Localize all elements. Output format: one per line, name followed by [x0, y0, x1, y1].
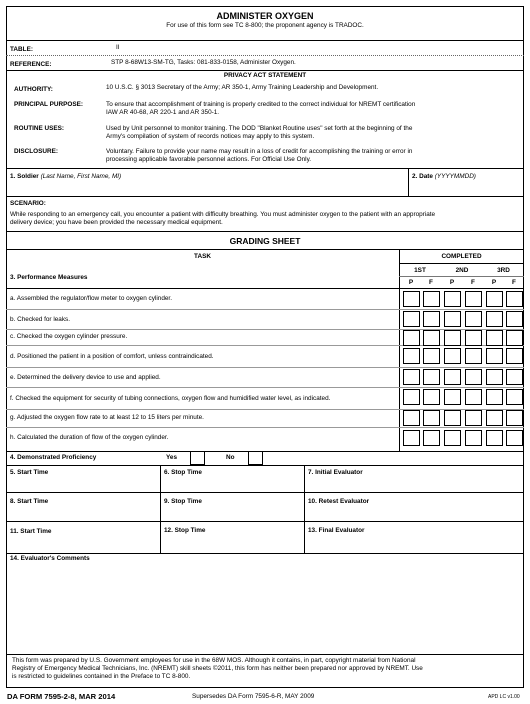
- disclosure-line-2: processing applicable favorable personnel actions. For Official Use Only.: [106, 156, 312, 163]
- attempt-2nd: 2ND: [455, 267, 469, 274]
- footer-note-1: This form was prepared by U.S. Government employees for use in the 68W MOS. Although it contains, in part, copyright material from National: [12, 657, 416, 664]
- checkbox-h-3rd-p[interactable]: [486, 430, 503, 446]
- checkbox-a-2nd-f[interactable]: [465, 291, 482, 307]
- checkbox-f-1st-f[interactable]: [423, 389, 440, 405]
- checkbox-d-2nd-p[interactable]: [444, 348, 461, 364]
- checkbox-e-3rd-p[interactable]: [486, 369, 503, 385]
- checkbox-f-3rd-f[interactable]: [506, 389, 523, 405]
- checkbox-h-2nd-f[interactable]: [465, 430, 482, 446]
- pf-label-3f: F: [512, 279, 516, 286]
- date-label: 2. Date: [412, 173, 433, 180]
- authority-text: 10 U.S.C. § 3013 Secretary of the Army; AR 350-1, Army Training Leadership and Development.: [106, 84, 379, 91]
- checkbox-g-3rd-p[interactable]: [486, 410, 503, 426]
- checkbox-h-1st-p[interactable]: [403, 430, 420, 446]
- scenario-label: SCENARIO:: [10, 200, 46, 207]
- measure-b: b. Checked for leaks.: [10, 316, 71, 323]
- checkbox-d-1st-p[interactable]: [403, 348, 420, 364]
- checkbox-c-2nd-p[interactable]: [444, 330, 461, 346]
- reference-value: STP 8-68W13-SM-TG, Tasks: 081-833-0158, Administer Oxygen.: [111, 59, 296, 66]
- checkbox-b-1st-f[interactable]: [423, 311, 440, 327]
- checkbox-e-3rd-f[interactable]: [506, 369, 523, 385]
- soldier-hint: (Last Name, First Name, MI): [40, 173, 122, 180]
- measure-e: e. Determined the delivery device to use and applied.: [10, 374, 161, 381]
- initial-evaluator[interactable]: 7. Initial Evaluator: [308, 469, 363, 476]
- disclosure-label: DISCLOSURE:: [14, 148, 59, 155]
- checkbox-c-2nd-f[interactable]: [465, 330, 482, 346]
- no-checkbox[interactable]: [248, 451, 263, 465]
- pf-label-1f: F: [429, 279, 433, 286]
- disclosure-line-1: Voluntary. Failure to provide your name may result in a loss of credit for accomplishing the training or error in: [106, 148, 413, 155]
- measure-c: c. Checked the oxygen cylinder pressure.: [10, 333, 128, 340]
- checkbox-a-2nd-p[interactable]: [444, 291, 461, 307]
- privacy-title: PRIVACY ACT STATEMENT: [223, 72, 307, 79]
- checkbox-f-2nd-p[interactable]: [444, 389, 461, 405]
- start-time-2[interactable]: 8. Start Time: [10, 498, 49, 505]
- form-number: DA FORM 7595-2-8, MAR 2014: [7, 692, 116, 701]
- checkbox-h-1st-f[interactable]: [423, 430, 440, 446]
- checkbox-f-1st-p[interactable]: [403, 389, 420, 405]
- scenario-line-2: delivery device; you have been provided the necessary medical equipment.: [10, 219, 223, 226]
- checkbox-d-1st-f[interactable]: [423, 348, 440, 364]
- proficiency-label: 4. Demonstrated Proficiency: [10, 454, 97, 461]
- routine-line-1: Used by Unit personnel to monitor training. The DOD "Blanket Routine uses" set forth at the beginning of the: [106, 125, 413, 132]
- task-header: TASK: [194, 253, 211, 260]
- checkbox-c-3rd-f[interactable]: [506, 330, 523, 346]
- checkbox-g-1st-f[interactable]: [423, 410, 440, 426]
- version-tag: APD LC v1.00: [488, 694, 520, 700]
- date-field[interactable]: [412, 173, 476, 181]
- routine-line-2: Army's compilation of system of records notices may apply to this system.: [106, 133, 315, 140]
- completed-header: COMPLETED: [441, 253, 482, 260]
- date-hint: (YYYYMMDD): [434, 173, 476, 180]
- checkbox-e-1st-f[interactable]: [423, 369, 440, 385]
- checkbox-f-3rd-p[interactable]: [486, 389, 503, 405]
- checkbox-a-1st-p[interactable]: [403, 291, 420, 307]
- checkbox-h-2nd-p[interactable]: [444, 430, 461, 446]
- stop-time-3[interactable]: 12. Stop Time: [164, 527, 206, 534]
- comments-area[interactable]: [7, 566, 523, 654]
- checkbox-b-3rd-p[interactable]: [486, 311, 503, 327]
- stop-time-2[interactable]: 9. Stop Time: [164, 498, 202, 505]
- retest-evaluator[interactable]: 10. Retest Evaluator: [308, 498, 370, 505]
- supersedes-note: Supersedes DA Form 7595-6-R, MAY 2009: [192, 693, 315, 700]
- form-title: ADMINISTER OXYGEN: [216, 11, 314, 21]
- checkbox-c-1st-f[interactable]: [423, 330, 440, 346]
- footer-note-2: Registry of Emergency Medical Technicians, Inc. (NREMT) skill sheets ©2011, this form has neither been prepared nor approved by NREMT. Use: [12, 665, 423, 672]
- checkbox-a-3rd-p[interactable]: [486, 291, 503, 307]
- no-label: No: [226, 454, 235, 461]
- yes-label: Yes: [166, 454, 178, 461]
- performance-label: 3. Performance Measures: [10, 274, 88, 281]
- form-subtitle: For use of this form see TC 8-800; the proponent agency is TRADOC.: [166, 22, 364, 29]
- yes-checkbox[interactable]: [190, 451, 205, 465]
- checkbox-a-1st-f[interactable]: [423, 291, 440, 307]
- reference-label: REFERENCE:: [10, 61, 52, 68]
- stop-time-1[interactable]: 6. Stop Time: [164, 469, 202, 476]
- final-evaluator[interactable]: 13. Final Evaluator: [308, 527, 365, 534]
- attempt-1st: 1ST: [414, 267, 426, 274]
- checkbox-b-1st-p[interactable]: [403, 311, 420, 327]
- soldier-field[interactable]: [10, 173, 121, 181]
- routine-label: ROUTINE USES:: [14, 125, 65, 132]
- pf-label-2p: P: [449, 279, 455, 286]
- checkbox-a-3rd-f[interactable]: [506, 291, 523, 307]
- measure-a: a. Assembled the regulator/flow meter to oxygen cylinder.: [10, 295, 172, 302]
- checkbox-c-3rd-p[interactable]: [486, 330, 503, 346]
- pf-label-2f: F: [471, 279, 475, 286]
- pf-label-1p: P: [408, 279, 414, 286]
- start-time-3[interactable]: 11. Start Time: [10, 528, 52, 535]
- checkbox-h-3rd-f[interactable]: [506, 430, 523, 446]
- checkbox-d-3rd-p[interactable]: [486, 348, 503, 364]
- measure-g: g. Adjusted the oxygen flow rate to at least 12 to 15 liters per minute.: [10, 414, 204, 421]
- checkbox-c-1st-p[interactable]: [403, 330, 420, 346]
- checkbox-b-2nd-p[interactable]: [444, 311, 461, 327]
- checkbox-e-2nd-f[interactable]: [465, 369, 482, 385]
- pf-label-3p: P: [491, 279, 497, 286]
- attempt-3rd: 3RD: [497, 267, 510, 274]
- start-time-1[interactable]: 5. Start Time: [10, 469, 49, 476]
- checkbox-f-2nd-f[interactable]: [465, 389, 482, 405]
- footer-note-3: is restricted to guidelines contained in the Preface to TC 8-800.: [12, 673, 191, 680]
- checkbox-d-2nd-f[interactable]: [465, 348, 482, 364]
- table-value: II: [116, 44, 120, 51]
- scenario-line-1: While responding to an emergency call, you encounter a patient with difficulty breathing. You must administer oxygen to the patient with an appropriate: [10, 211, 436, 218]
- table-label: TABLE:: [10, 46, 33, 53]
- checkbox-b-2nd-f[interactable]: [465, 311, 482, 327]
- checkbox-e-2nd-p[interactable]: [444, 369, 461, 385]
- checkbox-g-2nd-f[interactable]: [465, 410, 482, 426]
- soldier-label: 1. Soldier: [10, 173, 39, 180]
- checkbox-g-2nd-p[interactable]: [444, 410, 461, 426]
- comments-label: 14. Evaluator's Comments: [10, 555, 90, 562]
- checkbox-e-1st-p[interactable]: [403, 369, 420, 385]
- purpose-line-2: IAW AR 40-68, AR 220-1 and AR 350-1.: [106, 109, 220, 116]
- purpose-line-1: To ensure that accomplishment of training is properly credited to the correct individual for NREMT certification: [106, 101, 416, 108]
- measure-f: f. Checked the equipment for security of tubing connections, oxygen flow and humidified water level, as indicated.: [10, 395, 331, 402]
- purpose-label: PRINCIPAL PURPOSE:: [14, 101, 84, 108]
- authority-label: AUTHORITY:: [14, 86, 53, 93]
- grading-title: GRADING SHEET: [229, 236, 301, 246]
- checkbox-d-3rd-f[interactable]: [506, 348, 523, 364]
- checkbox-b-3rd-f[interactable]: [506, 311, 523, 327]
- measure-h: h. Calculated the duration of flow of the oxygen cylinder.: [10, 434, 169, 441]
- measure-d: d. Positioned the patient in a position of comfort, unless contraindicated.: [10, 353, 214, 360]
- checkbox-g-1st-p[interactable]: [403, 410, 420, 426]
- checkbox-g-3rd-f[interactable]: [506, 410, 523, 426]
